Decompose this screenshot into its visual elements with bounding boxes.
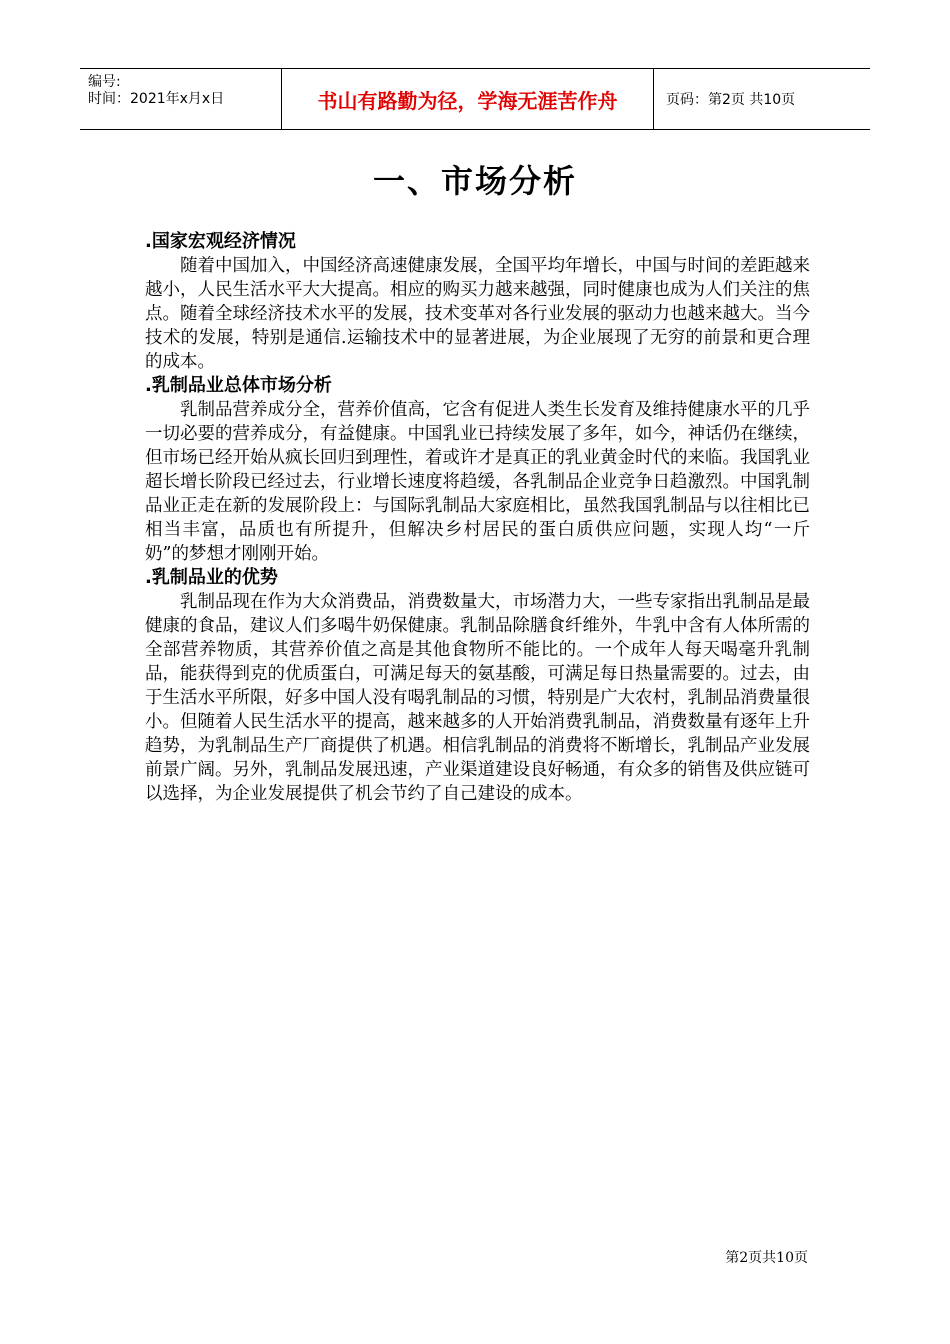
page-header bbox=[80, 68, 870, 130]
page-footer: 第2页共10页 bbox=[725, 1250, 808, 1266]
document-date: 时间：2021年x月x日 bbox=[88, 91, 225, 107]
section-macro-economy bbox=[145, 230, 810, 374]
section-heading: .国家宏观经济情况 bbox=[145, 231, 296, 252]
section-heading: .乳制品业的优势 bbox=[145, 567, 278, 588]
header-page-info: 页码：第2页 共10页 bbox=[666, 92, 796, 108]
section-heading: .乳制品业总体市场分析 bbox=[145, 375, 332, 396]
section-paragraph: 乳制品营养成分全，营养价值高，它含有促进人类生长发育及维持健康水平的几乎一切必要的营养成分，有益健康。中国乳业已持续发展了多年，如今，神话仍在继续，但市场已经开始从疯长回归到理性，着或许才是真正的乳业黄金时代的来临。我国乳业超长增长阶段已经过去，行业增长速度将趋缓，各乳制品企业竞争日趋激烈。中国乳制品业正走在新的发展阶段上：与国际乳制品大家庭相比，虽然我国乳制品与以往相比已相当丰富，品质也有所提升，但解决乡村居民的蛋白质供应问题，实现人均“一斤奶”的梦想才刚刚开始。 bbox=[145, 400, 810, 564]
section-dairy-advantages bbox=[145, 566, 810, 806]
document-body bbox=[145, 230, 810, 806]
section-paragraph: 随着中国加入，中国经济高速健康发展，全国平均年增长，中国与时间的差距越来越小，人民生活水平大大提高。相应的购买力越来越强，同时健康也成为人们关注的焦点。随着全球经济技术水平的发展，技术变革对各行业发展的驱动力也越来越大。当今技术的发展，特别是通信.运输技术中的显著进展，为企业展现了无穷的前景和更合理的成本。 bbox=[145, 256, 810, 372]
section-paragraph: 乳制品现在作为大众消费品，消费数量大，市场潜力大，一些专家指出乳制品是最健康的食品，建议人们多喝牛奶保健康。乳制品除膳食纤维外，牛乳中含有人体所需的全部营养物质，其营养价值之高是其他食物所不能比的。一个成年人每天喝毫升乳制品，能获得到克的优质蛋白，可满足每天的氨基酸，可满足每日热量需要的。过去，由于生活水平所限，好多中国人没有喝乳制品的习惯，特别是广大农村，乳制品消费量很小。但随着人民生活水平的提高，越来越多的人开始消费乳制品，消费数量有逐年上升趋势，为乳制品生产厂商提供了机遇。相信乳制品的消费将不断增长，乳制品产业发展前景广阔。另外，乳制品发展迅速，产业渠道建设良好畅通，有众多的销售及供应链可以选择，为企业发展提供了机会节约了自己建设的成本。 bbox=[145, 592, 810, 804]
header-meta bbox=[80, 69, 281, 129]
header-motto: 书山有路勤为径，学海无涯苦作舟 bbox=[281, 69, 654, 129]
document-number-label: 编号: bbox=[88, 74, 121, 90]
page-title: 一、市场分析 bbox=[372, 162, 577, 200]
section-dairy-market bbox=[145, 374, 810, 566]
